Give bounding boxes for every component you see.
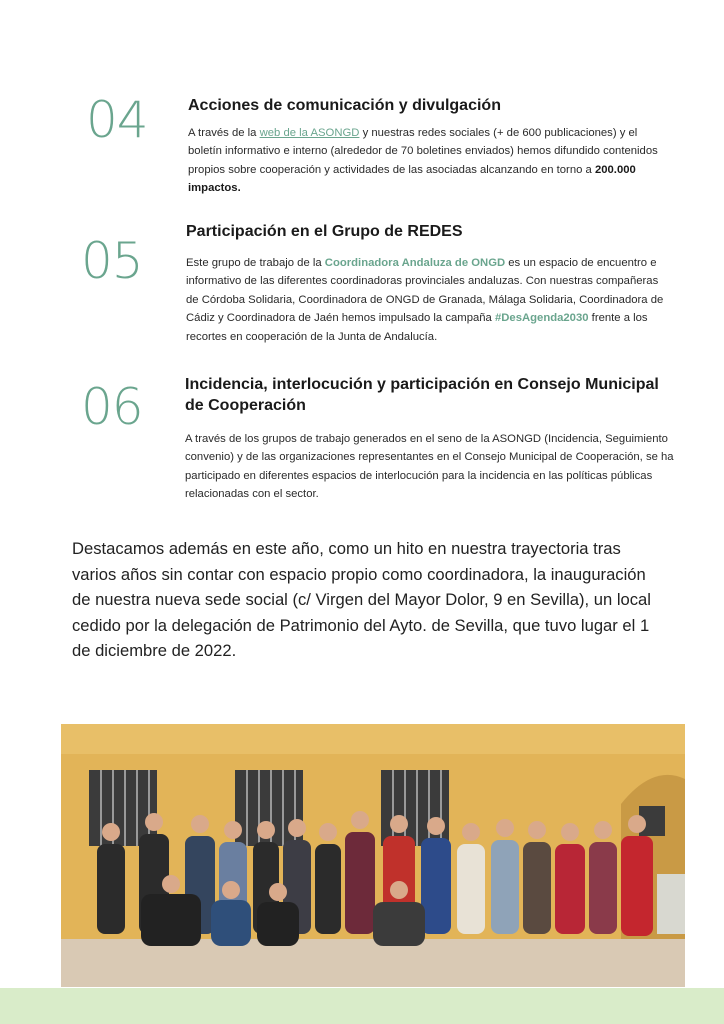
impacts-count: 200.000 impactos. — [188, 163, 636, 195]
section-number-05: 05 — [81, 232, 143, 290]
section-body-text: es un espacio de encuentro e informativo de las diferentes coordinadoras provinciales andaluzas. Con nuestras compañeras de Córdoba Solidaria, Coordinadora de ONGD de Granada, Málaga Solidaria, Coordinadora de Cádiz y Coordinadora de Jaén hemos impulsado la campaña — [186, 257, 664, 325]
section-body-text: frente a los recortes en cooperación de la Junta de Andalucía. — [186, 312, 648, 343]
group-photo — [61, 724, 685, 987]
highlight-paragraph: Destacamos además en este año, como un hito en nuestra trayectoria tras varios años sin contar con espacio propio como coordinadora, la inauguración de nuestra nueva sede social (c/ Virgen del Mayor Dolor, 9 en Sevilla), un local cedido por la delegación de Patrimonio del Ayto. de Sevilla, que tuvo lugar el 1 de diciembre de 2022. — [72, 539, 651, 660]
section-number-04: 04 — [86, 91, 148, 149]
section-body-text: Este grupo de trabajo de la — [186, 257, 325, 269]
section-title-incidencia: Incidencia, interlocución y participación en Consejo Municipal de Cooperación — [185, 376, 659, 414]
section-title-communication: Acciones de comunicación y divulgación — [188, 97, 501, 114]
section-body-redes — [186, 254, 666, 346]
coordinadora-andaluza-highlight: Coordinadora Andaluza de ONGD — [324, 257, 506, 269]
asongd-web-link[interactable]: web de la ASONGD — [259, 127, 360, 139]
section-body-incidencia: A través de los grupos de trabajo generados en el seno de la ASONGD (Incidencia, Seguimiento convenio) y de las organizaciones representantes en el Consejo Municipal de Cooperación, se ha participado en diferentes espacios de interlocución para la incidencia en las políticas públicas relacionadas con el sector. — [185, 433, 674, 501]
section-number-06: 06 — [81, 378, 143, 436]
section-body-text: y nuestras redes sociales (+ de 600 publicaciones) y el boletín informativo e interno (alrededor de 70 boletines enviados) hemos difundido contenidos propios sobre cooperación y actividades de las asociadas alcanzando en torno a — [188, 127, 658, 176]
section-body-text: A través de la — [188, 127, 260, 139]
footer-band — [0, 988, 724, 1024]
desagenda-hashtag: #DesAgenda2030 — [494, 312, 589, 325]
section-title-redes: Participación en el Grupo de REDES — [186, 223, 463, 240]
section-body-communication — [188, 124, 668, 198]
group-photo-illustration — [61, 724, 685, 987]
